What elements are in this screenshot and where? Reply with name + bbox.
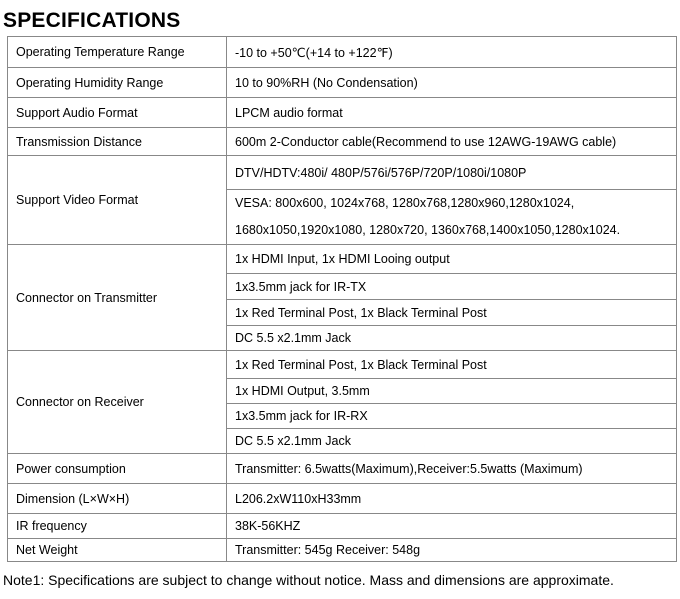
spec-value: 10 to 90%RH (No Condensation) <box>227 68 677 98</box>
spec-value: Transmitter: 545g Receiver: 548g <box>227 539 677 562</box>
footnote: Note1: Specifications are subject to change without notice. Mass and dimensions are approximate. <box>3 572 614 588</box>
spec-label: Operating Temperature Range <box>8 37 227 68</box>
table-row <box>8 128 677 156</box>
table-row <box>8 484 677 514</box>
spec-value: LPCM audio format <box>227 98 677 128</box>
table-row <box>8 351 677 379</box>
table-row <box>8 245 677 274</box>
spec-value: 1x Red Terminal Post, 1x Black Terminal Post <box>227 351 677 379</box>
spec-label: Power consumption <box>8 454 227 484</box>
spec-label: Transmission Distance <box>8 128 227 156</box>
spec-value: 1x HDMI Input, 1x HDMI Looing output <box>227 245 677 274</box>
page-title: SPECIFICATIONS <box>3 9 181 32</box>
spec-value: 1x Red Terminal Post, 1x Black Terminal Post <box>227 300 677 326</box>
spec-value: Transmitter: 6.5watts(Maximum),Receiver:5.5watts (Maximum) <box>227 454 677 484</box>
table-row <box>8 539 677 562</box>
table-row <box>8 68 677 98</box>
spec-value: -10 to +50℃(+14 to +122℉) <box>227 37 677 68</box>
spec-value: 1x3.5mm jack for IR-RX <box>227 404 677 429</box>
spec-value: 1x3.5mm jack for IR-TX <box>227 274 677 300</box>
spec-label: Operating Humidity Range <box>8 68 227 98</box>
table-row <box>8 454 677 484</box>
spec-table <box>7 36 677 562</box>
spec-label: Net Weight <box>8 539 227 562</box>
spec-value: DC 5.5 x2.1mm Jack <box>227 429 677 454</box>
table-row <box>8 98 677 128</box>
table-row <box>8 156 677 190</box>
spec-label: Connector on Transmitter <box>8 245 227 351</box>
spec-label: IR frequency <box>8 514 227 539</box>
spec-value: 600m 2-Conductor cable(Recommend to use 12AWG-19AWG cable) <box>227 128 677 156</box>
spec-value-line: 1680x1050,1920x1080, 1280x720, 1360x768,1400x1050,1280x1024. <box>235 223 621 237</box>
spec-label: Dimension (L×W×H) <box>8 484 227 514</box>
spec-label: Support Audio Format <box>8 98 227 128</box>
spec-value: L206.2xW110xH33mm <box>227 484 677 514</box>
spec-value-line: VESA: 800x600, 1024x768, 1280x768,1280x960,1280x1024, <box>235 196 575 210</box>
spec-value: 1x HDMI Output, 3.5mm <box>227 379 677 404</box>
table-row <box>8 37 677 68</box>
table-row <box>8 514 677 539</box>
spec-label: Support Video Format <box>8 156 227 245</box>
spec-value: 38K-56KHZ <box>227 514 677 539</box>
spec-value: DTV/HDTV:480i/ 480P/576i/576P/720P/1080i/1080P <box>227 156 677 190</box>
spec-value <box>227 190 677 245</box>
spec-label: Connector on Receiver <box>8 351 227 454</box>
spec-value: DC 5.5 x2.1mm Jack <box>227 326 677 351</box>
